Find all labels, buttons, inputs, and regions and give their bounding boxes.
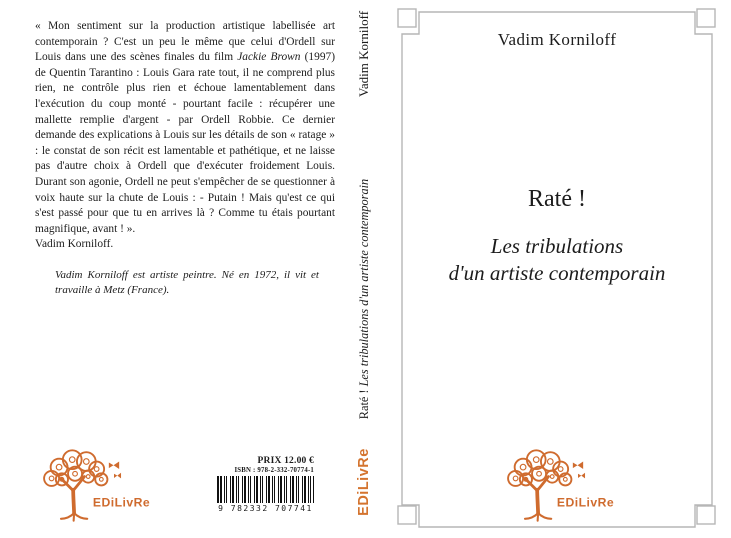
price-isbn-block: [217, 456, 314, 513]
edilivre-logo-text: EDiLivRe: [92, 495, 151, 510]
cover-title: Raté !: [528, 186, 586, 212]
spine-title: [355, 160, 373, 438]
barcode: [217, 476, 314, 503]
publisher-logo-front: [494, 446, 616, 524]
corner-square-top-right: [697, 9, 715, 27]
front-cover: [394, 0, 731, 538]
barcode-digits: 9 782332 707741: [218, 504, 313, 513]
spine-publisher: EDiLivRe: [356, 448, 372, 516]
author-bio: Vadim Korniloff est artiste peintre. Né en 1972, il vit et travaille à Metz (France).: [55, 268, 319, 297]
film-title: Jackie Brown: [237, 51, 301, 64]
cover-subtitle-line1: Les tribulations: [490, 234, 624, 258]
author-signature: Vadim Korniloff.: [35, 238, 114, 251]
back-cover: [35, 19, 335, 298]
spine-title-plain: Raté !: [357, 389, 371, 420]
cover-subtitle: [402, 233, 712, 287]
corner-square-bottom-left: [398, 506, 416, 524]
corner-square-bottom-right: [697, 506, 715, 524]
synopsis-part2: (1997) de Quentin Tarantino : Louis Gara rate tout, il ne comprend plus rien, ne contrôle plus rien et échoue lamentablement dans l'exécution du coup monté - pourtant facile : récupérer une mallette remplie d'argent - par Ordell Robbie. Ce dernier demande des explications à Louis sur les détails de son « ratage » : le constat de son récit est lamentable et pathétique, et ne laisse pas d'autre choix à Ordell que d'exécuter froidement Louis. Durant son agonie, Ordell ne peut s'empêcher de se questionner à voix haute sur la chute de Louis : - Putain ! Mais qu'est ce qui s'est passé pour que tu en arrives là ? Comme tu étais pourtant magnifique, avant ! ».: [35, 51, 336, 235]
corner-square-top-left: [398, 9, 416, 27]
butterfly-icon: [109, 462, 121, 479]
spine-author: Vadim Korniloff: [356, 10, 371, 98]
edilivre-tree-icon: [494, 446, 616, 524]
synopsis-part1: « Mon sentiment sur la production artistique labellisée art contemporain ? C'est un peu le même que celui d'Ordell sur Louis dans une des scènes finales du film: [35, 20, 335, 64]
cover-author: Vadim Korniloff: [497, 30, 617, 49]
publisher-logo-back: [30, 446, 152, 524]
spine-title-italic: Les tribulations d'un artiste contemporain: [357, 178, 371, 387]
edilivre-tree-icon: [30, 446, 152, 524]
cover-subtitle-line2: d'un artiste contemporain: [448, 261, 666, 285]
price-label: PRIX 12.00 €: [257, 456, 314, 466]
butterfly-icon: [573, 462, 585, 479]
isbn-label: ISBN : 978-2-332-70774-1: [234, 467, 314, 474]
edilivre-logo-text: EDiLivRe: [556, 495, 615, 510]
synopsis-text: [35, 19, 335, 237]
